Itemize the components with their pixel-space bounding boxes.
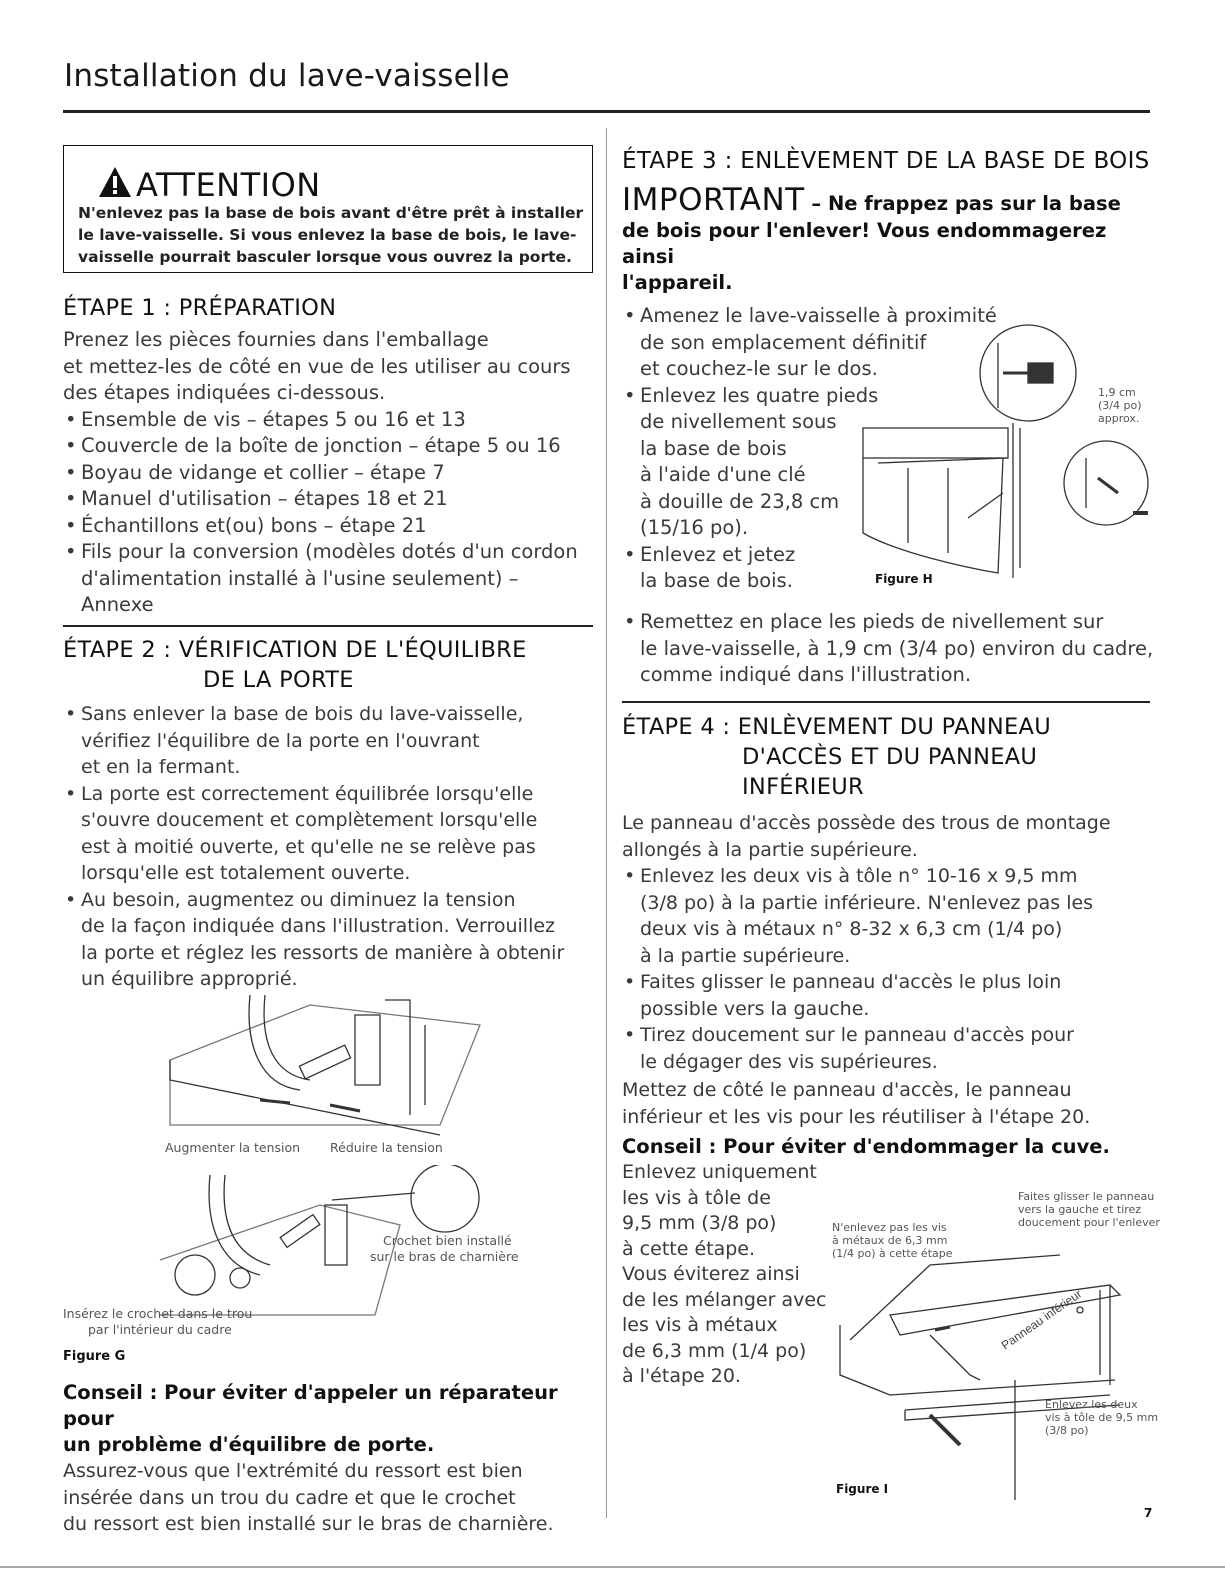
step3-rule xyxy=(622,701,1150,703)
text-line: • Fils pour la conversion (modèles dotés d'un cordon xyxy=(81,540,578,563)
page-number: 7 xyxy=(1144,1506,1153,1520)
list-item xyxy=(622,609,1157,689)
caption-insert-line1: Insérez le crochet dans le trou xyxy=(63,1306,253,1321)
text-line: lorsqu'elle est totalement ouverte. xyxy=(81,862,411,884)
figure-i-label: Figure I xyxy=(836,1482,889,1496)
caption-distance xyxy=(1098,386,1142,425)
list-item xyxy=(622,969,1157,1022)
caption-increase-tension: Augmenter la tension xyxy=(165,1140,301,1155)
step4-intro xyxy=(622,810,1157,863)
step4-title-line3: INFÉRIEUR xyxy=(742,774,864,800)
tip-text xyxy=(63,1458,598,1538)
step3-last-bullet xyxy=(622,609,1157,689)
text-line: à la partie supérieure. xyxy=(640,944,851,967)
important-label: IMPORTANT xyxy=(622,182,805,218)
text-line: • La porte est correctement équilibrée lorsqu'elle xyxy=(81,782,534,805)
text-line: (15/16 po). xyxy=(640,516,749,539)
text-line: la base de bois xyxy=(640,436,787,460)
list-item xyxy=(63,539,593,619)
list-item xyxy=(622,863,1157,969)
caption-keep-screws xyxy=(832,1221,953,1260)
text-line: • Enlevez les quatre pieds xyxy=(640,383,879,407)
text-line: un équilibre approprié. xyxy=(81,968,298,990)
text-line: approx. xyxy=(1098,412,1140,425)
caption-remove-screws xyxy=(1045,1398,1158,1437)
text-line: la base de bois. xyxy=(640,569,793,592)
text-line: et en la fermant. xyxy=(81,756,241,778)
panel-label: Panneau inférieur xyxy=(998,1286,1085,1353)
text-line: 9,5 mm (3/8 po) xyxy=(622,1212,777,1234)
text-line: N'enlevez pas les vis xyxy=(832,1221,947,1234)
text-line: le dégager des vis supérieures. xyxy=(640,1050,938,1073)
caption-slide-panel xyxy=(1018,1190,1160,1229)
step4-after xyxy=(622,1077,1157,1130)
text-line: Ensemble de vis – étapes 5 ou 16 et 13 xyxy=(81,407,466,431)
text-line: de la façon indiquée dans l'illustration. Verrouillez xyxy=(81,915,556,937)
bottom-rule xyxy=(0,1566,1225,1568)
step2-list xyxy=(63,701,598,993)
text-line: le lave-vaisselle, à 1,9 cm (3/4 po) environ du cadre, xyxy=(640,636,1154,660)
text-line: • Faites glisser le panneau d'accès le plus loin xyxy=(640,971,1062,993)
warning-triangle-icon xyxy=(98,166,132,202)
text-line: de son emplacement définitif xyxy=(640,330,927,354)
caption-decrease-tension: Réduire la tension xyxy=(330,1140,443,1155)
list-item xyxy=(63,887,598,993)
text-line: Faites glisser le panneau xyxy=(1018,1190,1155,1203)
text-line: (1/4 po) à cette étape xyxy=(832,1247,953,1260)
text-line: • Au besoin, augmentez ou diminuez la tension xyxy=(81,888,516,911)
text-line: doucement pour l'enlever xyxy=(1018,1216,1160,1229)
step1-intro xyxy=(63,327,593,407)
text-line: de bois pour l'enlever! Vous endommagerez ainsi xyxy=(622,219,1107,268)
text-line: vérifiez l'équilibre de la porte en l'ouvrant xyxy=(81,729,480,752)
step2-title-line1: ÉTAPE 2 : VÉRIFICATION DE L'ÉQUILIBRE xyxy=(63,637,527,663)
list-item xyxy=(622,1022,1157,1075)
list-item xyxy=(63,407,593,434)
tip-title-line2: un problème d'équilibre de porte. xyxy=(63,1433,435,1456)
text-line: et mettez-les de côté en vue de les utiliser au cours xyxy=(63,354,571,378)
text-line: de 6,3 mm (1/4 po) xyxy=(622,1339,807,1362)
text-line: deux vis à métaux n° 8-32 x 6,3 cm (1/4 po) xyxy=(640,918,1063,940)
figure-h-illustration xyxy=(848,318,1153,588)
step3-list-wide xyxy=(622,609,1157,689)
step4-list xyxy=(622,863,1157,1075)
text-line: insérée dans un trou du cadre et que le crochet xyxy=(63,1486,516,1509)
step3-important xyxy=(622,182,1152,218)
title-rule xyxy=(63,110,1150,113)
text-line: vers la gauche et tirez xyxy=(1018,1203,1142,1216)
text-line: possible vers la gauche. xyxy=(640,997,870,1020)
text-line: à l'étape 20. xyxy=(622,1365,741,1387)
important-lines xyxy=(622,218,1152,296)
text-line: à cette étape. xyxy=(622,1237,756,1260)
text-line: • Tirez doucement sur le panneau d'accès pour xyxy=(640,1024,1074,1046)
text-line: est à moitié ouverte, et qu'elle ne se relève pas xyxy=(81,835,536,858)
text-line: à métaux de 6,3 mm xyxy=(832,1234,948,1247)
text-line: Enlevez uniquement xyxy=(622,1161,817,1183)
text-line: (3/4 po) xyxy=(1098,399,1142,412)
attention-line: le lave-vaisselle. Si vous enlevez la base de bois, le lave- xyxy=(78,226,577,244)
attention-title: ATTENTION xyxy=(136,166,321,204)
step3-section xyxy=(622,146,1152,296)
step3-title: ÉTAPE 3 : ENLÈVEMENT DE LA BASE DE BOIS xyxy=(622,148,1150,174)
text-line: Mettez de côté le panneau d'accès, le panneau xyxy=(622,1079,1072,1101)
text-line: Vous éviterez ainsi xyxy=(622,1263,800,1285)
step1-section xyxy=(63,293,593,619)
text-line: et couchez-le sur le dos. xyxy=(640,357,878,380)
text-line: vis à tôle de 9,5 mm xyxy=(1045,1411,1159,1424)
step2-tip xyxy=(63,1380,598,1538)
text-line: à douille de 23,8 cm xyxy=(640,489,840,513)
text-line: (3/8 po) à la partie inférieure. N'enlevez pas les xyxy=(640,891,1094,914)
step2-section xyxy=(63,635,598,993)
attention-box xyxy=(63,145,593,273)
text-line: les vis à tôle de xyxy=(622,1186,771,1209)
attention-body xyxy=(78,202,583,268)
text-line: Enlevez les deux xyxy=(1045,1398,1138,1411)
text-line: d'alimentation installé à l'usine seulement) – xyxy=(81,566,519,590)
figure-g-top-illustration xyxy=(150,985,490,1140)
step1-rule xyxy=(63,625,593,627)
figure-i-illustration xyxy=(830,1235,1155,1505)
text-line: 1,9 cm xyxy=(1098,386,1136,399)
caption-hook-line1: Crochet bien installé xyxy=(383,1233,512,1248)
text-line: Annexe xyxy=(81,593,154,616)
text-line: (3/8 po) xyxy=(1045,1424,1089,1437)
list-item xyxy=(63,433,593,460)
text-line: la porte et réglez les ressorts de manière à obtenir xyxy=(81,941,565,964)
text-line: Assurez-vous que l'extrémité du ressort est bien xyxy=(63,1460,523,1482)
step1-parts-list xyxy=(63,407,593,619)
attention-line: vaisselle pourrait basculer lorsque vous ouvrez la porte. xyxy=(78,248,572,266)
tip-title-line1: Conseil : Pour éviter d'appeler un réparateur pour xyxy=(63,1381,558,1430)
step1-title: ÉTAPE 1 : PRÉPARATION xyxy=(63,295,337,321)
text-line: • Remettez en place les pieds de nivellement sur xyxy=(640,610,1104,633)
text-line: inférieur et les vis pour les réutiliser à l'étape 20. xyxy=(622,1105,1091,1128)
step2-title-line2: DE LA PORTE xyxy=(203,667,354,693)
text-line: à l'aide d'une clé xyxy=(640,463,806,486)
text-line: l'appareil. xyxy=(622,271,733,294)
list-item xyxy=(63,513,593,540)
text-line: comme indiqué dans l'illustration. xyxy=(640,663,972,686)
text-line: de nivellement sous xyxy=(640,410,837,433)
text-line: Manuel d'utilisation – étapes 18 et 21 xyxy=(81,487,448,510)
page-title: Installation du lave-vaisselle xyxy=(64,58,510,94)
text-line: les vis à métaux xyxy=(622,1314,778,1336)
step4-title-line1: ÉTAPE 4 : ENLÈVEMENT DU PANNEAU xyxy=(622,714,1052,740)
text-line: Couvercle de la boîte de jonction – étape 5 ou 16 xyxy=(81,434,561,457)
figure-g-label: Figure G xyxy=(63,1349,126,1364)
important-text: – Ne frappez pas sur la base xyxy=(804,192,1121,215)
text-line: s'ouvre doucement et complètement lorsqu'elle xyxy=(81,809,538,831)
text-line: Le panneau d'accès possède des trous de montage xyxy=(622,812,1111,834)
caption-insert-line2: par l'intérieur du cadre xyxy=(88,1322,232,1337)
text-line: • Enlevez et jetez xyxy=(640,542,796,566)
caption-hook-line2: sur le bras de charnière xyxy=(370,1249,519,1264)
text-line: du ressort est bien installé sur le bras de charnière. xyxy=(63,1513,554,1535)
step4-title-line2: D'ACCÈS ET DU PANNEAU xyxy=(742,744,1038,770)
list-item xyxy=(63,460,593,487)
text-line: de les mélanger avec xyxy=(622,1288,827,1311)
text-line: des étapes indiquées ci-dessous. xyxy=(63,381,386,404)
text-line: • Sans enlever la base de bois du lave-vaisselle, xyxy=(81,703,524,725)
text-line: allongés à la partie supérieure. xyxy=(622,838,918,861)
attention-line: N'enlevez pas la base de bois avant d'être prêt à installer xyxy=(78,204,584,222)
text-line: • Amenez le lave-vaisselle à proximité xyxy=(640,304,997,327)
text-line: Échantillons et(ou) bons – étape 21 xyxy=(81,513,427,537)
text-line: • Enlevez les deux vis à tôle n° 10-16 x 9,5 mm xyxy=(640,865,1078,887)
list-item xyxy=(63,486,593,513)
step4-tip-title: Conseil : Pour éviter d'endommager la cuve. xyxy=(622,1135,1110,1158)
text-line: Boyau de vidange et collier – étape 7 xyxy=(81,460,445,484)
list-item xyxy=(63,781,598,887)
list-item xyxy=(63,701,598,781)
column-divider xyxy=(606,128,607,1518)
figure-h-label: Figure H xyxy=(875,572,933,586)
text-line: Prenez les pièces fournies dans l'emballage xyxy=(63,328,489,351)
